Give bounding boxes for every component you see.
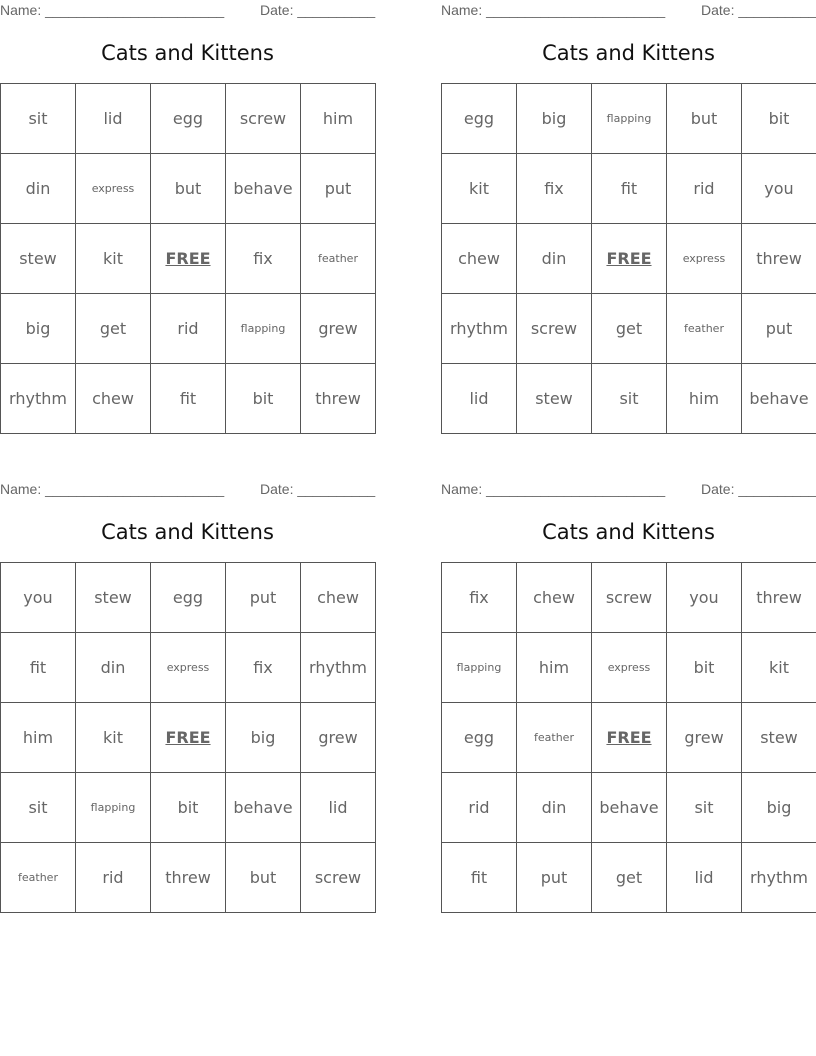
grid-cell: stew [742, 703, 816, 773]
grid-cell: rid [151, 294, 226, 364]
grid-cell: rid [442, 773, 517, 843]
grid-cell: put [301, 154, 376, 224]
date-field: Date: __________ [701, 481, 816, 497]
grid-cell: lid [301, 773, 376, 843]
grid-cell: fit [151, 364, 226, 434]
grid-cell: screw [226, 84, 301, 154]
grid-cell: stew [76, 563, 151, 633]
grid-row [1, 364, 376, 434]
free-space: FREE [592, 224, 667, 294]
grid-cell: rhythm [442, 294, 517, 364]
grid-cell: fit [1, 633, 76, 703]
grid-cell: din [517, 773, 592, 843]
grid-cell: rhythm [301, 633, 376, 703]
card-title: Cats and Kittens [542, 41, 715, 65]
grid-cell: threw [151, 843, 226, 913]
grid-cell: get [76, 294, 151, 364]
grid-row [1, 563, 376, 633]
grid-row [1, 84, 376, 154]
grid-cell: screw [301, 843, 376, 913]
grid-cell: rid [667, 154, 742, 224]
grid-cell: egg [151, 563, 226, 633]
grid-cell: bit [226, 364, 301, 434]
grid-cell: chew [517, 563, 592, 633]
grid-cell: din [76, 633, 151, 703]
card-title: Cats and Kittens [542, 520, 715, 544]
grid-cell: rid [76, 843, 151, 913]
bingo-card-3 [0, 479, 375, 919]
grid-cell: fix [226, 224, 301, 294]
grid-cell: bit [667, 633, 742, 703]
bingo-card-1 [0, 0, 375, 440]
grid-row [442, 84, 816, 154]
grid-row [1, 843, 376, 913]
grid-cell: express [592, 633, 667, 703]
grid-cell: put [517, 843, 592, 913]
grid-cell: put [742, 294, 816, 364]
grid-cell: grew [301, 703, 376, 773]
grid-row [442, 843, 816, 913]
grid-cell: stew [517, 364, 592, 434]
grid-cell: express [76, 154, 151, 224]
grid-cell: feather [301, 224, 376, 294]
grid-cell: express [667, 224, 742, 294]
bingo-card-2 [441, 0, 816, 440]
name-field: Name: _______________________ [441, 2, 666, 18]
grid-cell: feather [667, 294, 742, 364]
grid-cell: flapping [592, 84, 667, 154]
grid-cell: egg [442, 84, 517, 154]
grid-cell: egg [442, 703, 517, 773]
grid-cell: screw [517, 294, 592, 364]
grid-row [442, 364, 816, 434]
grid-cell: kit [742, 633, 816, 703]
grid-cell: din [1, 154, 76, 224]
grid-cell: fit [592, 154, 667, 224]
grid-row [1, 703, 376, 773]
grid-cell: behave [742, 364, 816, 434]
bingo-grid [0, 83, 376, 434]
grid-cell: chew [76, 364, 151, 434]
grid-cell: behave [226, 773, 301, 843]
grid-cell: bit [151, 773, 226, 843]
grid-cell: grew [667, 703, 742, 773]
date-field: Date: __________ [260, 481, 376, 497]
header-row [441, 481, 816, 499]
grid-cell: big [226, 703, 301, 773]
card-title: Cats and Kittens [101, 41, 274, 65]
grid-cell: kit [76, 224, 151, 294]
grid-row [442, 773, 816, 843]
name-field: Name: _______________________ [0, 481, 225, 497]
bingo-card-4 [441, 479, 816, 919]
grid-cell: you [1, 563, 76, 633]
grid-row [1, 773, 376, 843]
grid-cell: grew [301, 294, 376, 364]
grid-cell: lid [76, 84, 151, 154]
grid-cell: sit [1, 84, 76, 154]
header-row [0, 481, 375, 499]
grid-cell: threw [301, 364, 376, 434]
grid-cell: screw [592, 563, 667, 633]
grid-cell: rhythm [1, 364, 76, 434]
grid-cell: egg [151, 84, 226, 154]
name-field: Name: _______________________ [0, 2, 225, 18]
grid-cell: flapping [226, 294, 301, 364]
name-field: Name: _______________________ [441, 481, 666, 497]
grid-cell: big [742, 773, 816, 843]
grid-cell: stew [1, 224, 76, 294]
grid-cell: chew [301, 563, 376, 633]
grid-cell: kit [76, 703, 151, 773]
bingo-grid [441, 562, 816, 913]
grid-cell: get [592, 843, 667, 913]
grid-cell: big [1, 294, 76, 364]
grid-row [442, 703, 816, 773]
grid-cell: behave [226, 154, 301, 224]
grid-cell: din [517, 224, 592, 294]
header-row [441, 2, 816, 20]
grid-cell: sit [1, 773, 76, 843]
grid-row [1, 154, 376, 224]
free-space: FREE [151, 224, 226, 294]
grid-cell: express [151, 633, 226, 703]
grid-cell: fit [442, 843, 517, 913]
grid-cell: fix [226, 633, 301, 703]
grid-cell: put [226, 563, 301, 633]
grid-cell: threw [742, 224, 816, 294]
free-space: FREE [592, 703, 667, 773]
grid-cell: him [1, 703, 76, 773]
grid-cell: him [667, 364, 742, 434]
grid-row [1, 633, 376, 703]
grid-cell: sit [667, 773, 742, 843]
grid-cell: chew [442, 224, 517, 294]
bingo-grid [441, 83, 816, 434]
grid-row [1, 224, 376, 294]
grid-cell: rhythm [742, 843, 816, 913]
grid-cell: fix [517, 154, 592, 224]
grid-cell: fix [442, 563, 517, 633]
grid-cell: threw [742, 563, 816, 633]
grid-cell: but [667, 84, 742, 154]
grid-row [442, 154, 816, 224]
header-row [0, 2, 375, 20]
grid-cell: but [151, 154, 226, 224]
grid-cell: big [517, 84, 592, 154]
grid-cell: feather [517, 703, 592, 773]
grid-row [442, 563, 816, 633]
grid-cell: but [226, 843, 301, 913]
card-title: Cats and Kittens [101, 520, 274, 544]
free-space: FREE [151, 703, 226, 773]
grid-cell: him [517, 633, 592, 703]
date-field: Date: __________ [701, 2, 816, 18]
grid-row [1, 294, 376, 364]
grid-cell: get [592, 294, 667, 364]
grid-row [442, 224, 816, 294]
date-field: Date: __________ [260, 2, 376, 18]
grid-cell: flapping [442, 633, 517, 703]
grid-cell: lid [667, 843, 742, 913]
grid-cell: lid [442, 364, 517, 434]
grid-cell: you [667, 563, 742, 633]
grid-cell: feather [1, 843, 76, 913]
grid-cell: behave [592, 773, 667, 843]
grid-cell: you [742, 154, 816, 224]
grid-row [442, 633, 816, 703]
grid-cell: him [301, 84, 376, 154]
bingo-grid [0, 562, 376, 913]
grid-cell: bit [742, 84, 816, 154]
grid-cell: sit [592, 364, 667, 434]
grid-cell: kit [442, 154, 517, 224]
grid-cell: flapping [76, 773, 151, 843]
grid-row [442, 294, 816, 364]
